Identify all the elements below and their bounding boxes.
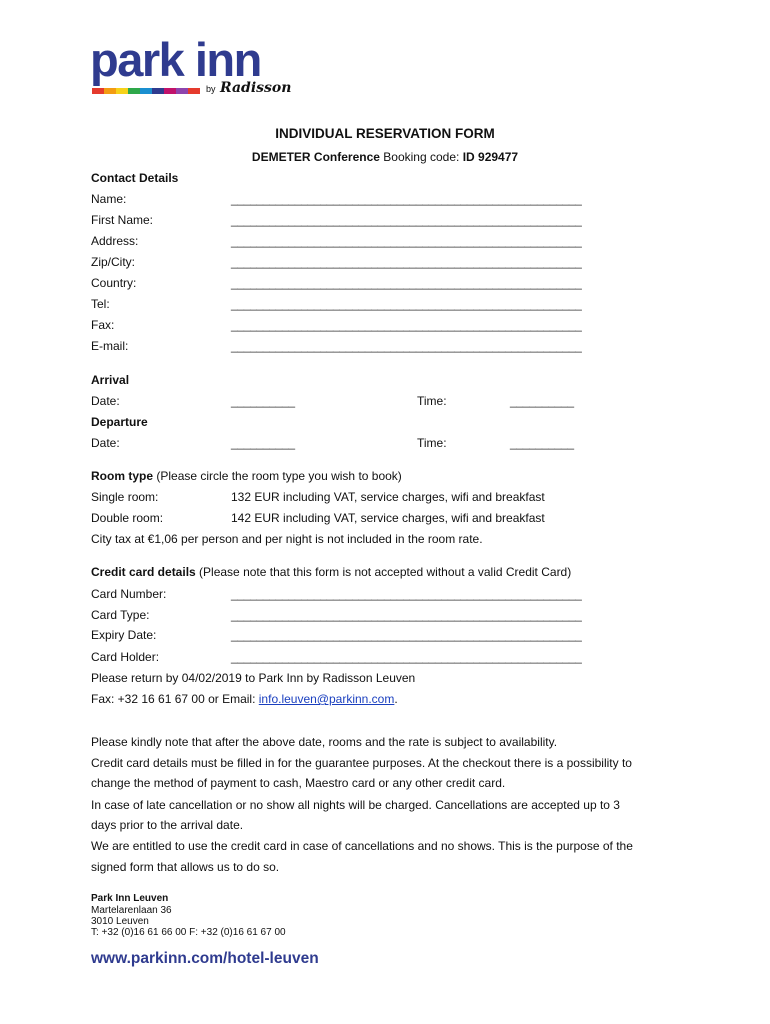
footer-hotel-name: Park Inn Leuven — [91, 893, 169, 904]
single-room-label: Single room: — [91, 490, 159, 504]
note-cancellation-1: In case of late cancellation or no show all nights will be charged. Cancellations are accepted up to 3 — [91, 798, 620, 812]
logo-stripe — [92, 88, 104, 94]
credit-card-line — [91, 565, 571, 579]
note-availability: Please kindly note that after the above date, rooms and the rate is subject to availability. — [91, 735, 558, 749]
room-type-note: (Please circle the room type you wish to book) — [156, 469, 402, 483]
field-label-address: Address: — [91, 234, 139, 248]
departure-time-label: Time: — [417, 436, 447, 450]
note-guarantee-1: Credit card details must be filled in for the guarantee purposes. At the checkout there is a possibility to — [91, 756, 632, 770]
departure-date-blank[interactable]: __________ — [231, 436, 295, 450]
field-blank-card-type[interactable]: _______________________________________________________ — [231, 608, 582, 622]
footer-city: 3010 Leuven — [91, 916, 149, 927]
field-label-name: Name: — [91, 192, 127, 206]
double-room-label: Double room: — [91, 511, 164, 525]
logo-stripe — [188, 88, 200, 94]
field-label-card-holder: Card Holder: — [91, 650, 160, 664]
logo-color-stripes — [92, 88, 200, 94]
double-room-rate[interactable]: 142 EUR including VAT, service charges, wifi and breakfast — [231, 511, 545, 525]
logo-radisson: Radisson — [220, 80, 292, 96]
note-guarantee-2: change the method of payment to cash, Maestro card or any other credit card. — [91, 776, 506, 790]
field-blank-first-name[interactable]: _______________________________________________________ — [231, 213, 582, 227]
field-blank-tel[interactable]: _______________________________________________________ — [231, 297, 582, 311]
booking-code-label: Booking code: — [383, 150, 460, 164]
note-cancellation-2: days prior to the arrival date. — [91, 818, 244, 832]
field-blank-expiry-date[interactable]: _______________________________________________________ — [231, 628, 582, 642]
note-entitlement-2: signed form that allows us to do so. — [91, 860, 280, 874]
website-link[interactable]: www.parkinn.com/hotel-leuven — [91, 950, 319, 967]
logo-stripe — [152, 88, 164, 94]
arrival-heading: Arrival — [91, 373, 130, 387]
field-label-tel: Tel: — [91, 297, 110, 311]
field-label-card-type: Card Type: — [91, 608, 150, 622]
field-blank-card-number[interactable]: _______________________________________________________ — [231, 587, 582, 601]
field-blank-card-holder[interactable]: _______________________________________________________ — [231, 650, 582, 664]
credit-card-note: (Please note that this form is not accepted without a valid Credit Card) — [199, 565, 572, 579]
field-label-country: Country: — [91, 276, 137, 290]
logo-stripe — [104, 88, 116, 94]
field-label-zip-city: Zip/City: — [91, 255, 136, 269]
single-room-rate[interactable]: 132 EUR including VAT, service charges, wifi and breakfast — [231, 490, 545, 504]
return-fax: Fax: +32 16 61 67 00 or Email: — [91, 692, 259, 706]
footer-phones: T: +32 (0)16 61 66 00 F: +32 (0)16 61 67 00 — [91, 927, 286, 938]
field-label-first-name: First Name: — [91, 213, 154, 227]
logo-stripe — [176, 88, 188, 94]
departure-date-label: Date: — [91, 436, 120, 450]
arrival-date-label: Date: — [91, 394, 120, 408]
departure-heading: Departure — [91, 415, 148, 429]
logo-stripe — [128, 88, 140, 94]
email-link[interactable]: info.leuven@parkinn.com — [258, 692, 395, 706]
park-inn-logo — [90, 33, 292, 104]
field-blank-email[interactable]: _______________________________________________________ — [231, 339, 582, 353]
booking-code: ID 929477 — [462, 150, 519, 164]
field-blank-name[interactable]: _______________________________________________________ — [231, 192, 582, 206]
return-period: . — [394, 692, 398, 706]
field-blank-zip-city[interactable]: _______________________________________________________ — [231, 255, 582, 269]
contact-heading: Contact Details — [91, 171, 179, 185]
room-type-heading: Room type — [91, 469, 154, 483]
logo-stripe — [116, 88, 128, 94]
return-contact-line — [91, 692, 398, 706]
logo-stripe — [140, 88, 152, 94]
note-entitlement-1: We are entitled to use the credit card in case of cancellations and no shows. This is the purpose of the — [91, 839, 633, 853]
arrival-time-label: Time: — [417, 394, 447, 408]
field-label-email: E-mail: — [91, 339, 129, 353]
logo-stripe — [164, 88, 176, 94]
room-type-line — [91, 469, 402, 483]
arrival-time-blank[interactable]: __________ — [510, 394, 574, 408]
footer-street: Martelarenlaan 36 — [91, 905, 172, 916]
event-name: DEMETER Conference — [251, 150, 380, 164]
field-blank-address[interactable]: _______________________________________________________ — [231, 234, 582, 248]
logo-by: by — [206, 84, 216, 94]
city-tax-note: City tax at €1,06 per person and per night is not included in the room rate. — [91, 532, 483, 546]
field-label-card-number: Card Number: — [91, 587, 167, 601]
return-instruction: Please return by 04/02/2019 to Park Inn by Radisson Leuven — [91, 671, 416, 685]
logo-wordmark: park inn — [90, 33, 261, 86]
credit-card-heading: Credit card details — [91, 565, 196, 579]
field-blank-fax[interactable]: _______________________________________________________ — [231, 318, 582, 332]
form-title: INDIVIDUAL RESERVATION FORM — [275, 126, 495, 141]
field-label-expiry-date: Expiry Date: — [91, 628, 157, 642]
event-line — [0, 150, 770, 164]
departure-time-blank[interactable]: __________ — [510, 436, 574, 450]
field-label-fax: Fax: — [91, 318, 115, 332]
field-blank-country[interactable]: _______________________________________________________ — [231, 276, 582, 290]
arrival-date-blank[interactable]: __________ — [231, 394, 295, 408]
